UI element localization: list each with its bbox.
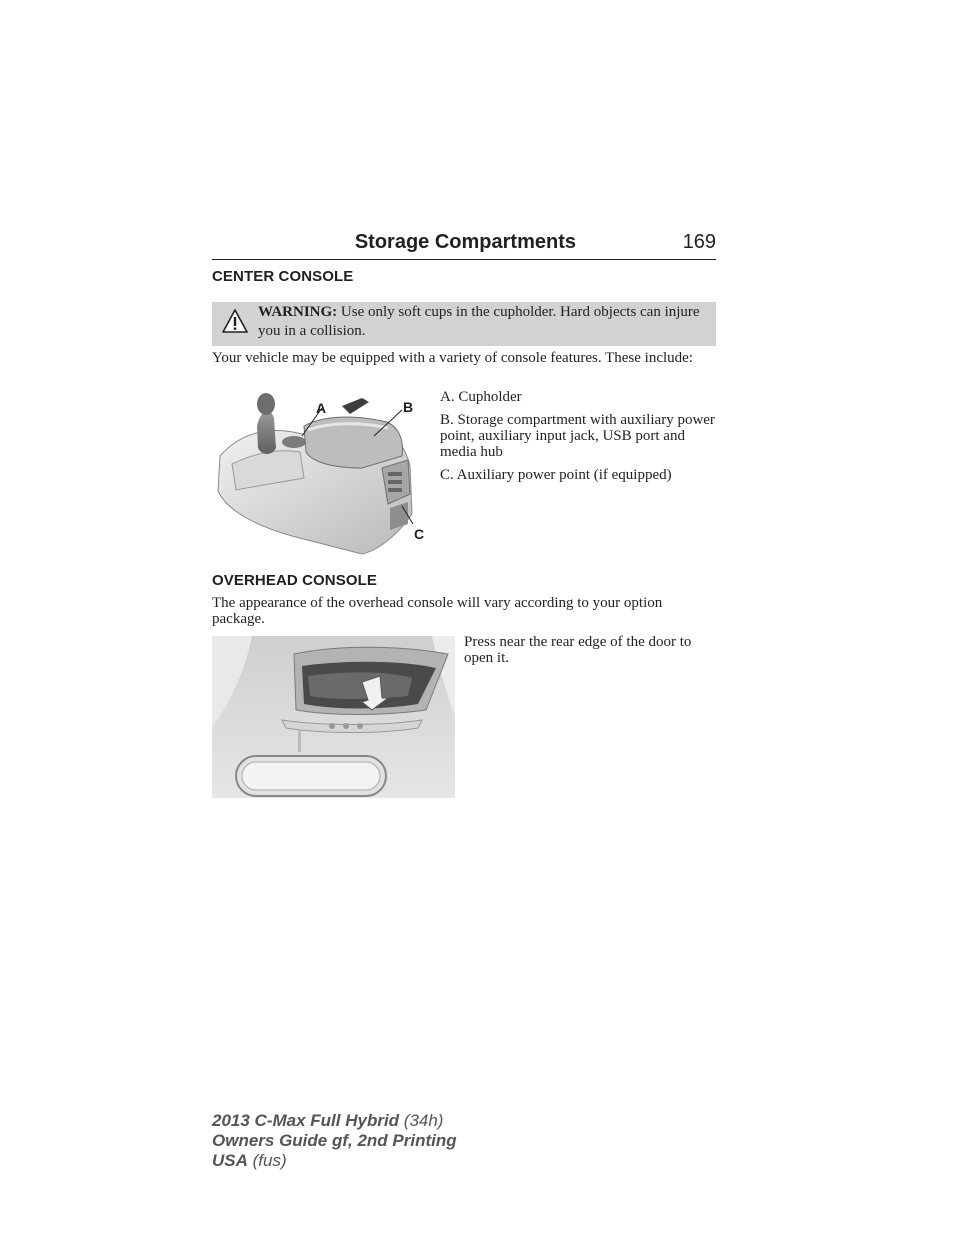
callout-c: C (414, 526, 425, 542)
warning-label: WARNING: (258, 304, 338, 320)
callout-a: A (316, 400, 327, 416)
center-console-item-list (440, 389, 716, 490)
overhead-console-illustration (212, 636, 455, 798)
overhead-console-heading: OVERHEAD CONSOLE (212, 572, 377, 589)
page-number: 169 (682, 231, 716, 253)
warning-triangle-icon (222, 308, 248, 334)
footer-market-code: (fus) (247, 1151, 287, 1170)
warning-text (258, 303, 708, 341)
list-item: C. Auxiliary power point (if equipped) (440, 467, 672, 483)
page-header (212, 229, 716, 260)
footer-line-3 (212, 1151, 457, 1171)
footer-line-2 (212, 1131, 457, 1151)
list-item: B. Storage compartment with auxiliary power point, auxiliary input jack, USB port and media hub (440, 412, 715, 460)
footer-guide: Owners Guide gf, 2nd Printing (212, 1131, 457, 1150)
section-title: Storage Compartments (354, 231, 576, 253)
document-footer (212, 1111, 457, 1171)
footer-model: 2013 C-Max Full Hybrid (212, 1111, 400, 1130)
callout-b: B (403, 399, 414, 415)
warning-box (212, 302, 716, 346)
center-console-illustration (212, 386, 434, 556)
center-console-heading: CENTER CONSOLE (212, 268, 354, 285)
footer-market: USA (212, 1151, 248, 1170)
warning-body: Use only soft cups in the cupholder. Hard objects can injure you in a collision. (258, 304, 700, 339)
overhead-console-intro: The appearance of the overhead console will vary according to your option package. (212, 595, 663, 627)
list-item: A. Cupholder (440, 389, 522, 405)
footer-model-code: (34h) (399, 1111, 444, 1130)
overhead-console-instruction: Press near the rear edge of the door to open it. (464, 634, 692, 666)
footer-line-1 (212, 1111, 457, 1131)
center-console-intro: Your vehicle may be equipped with a variety of console features. These include: (212, 350, 693, 366)
